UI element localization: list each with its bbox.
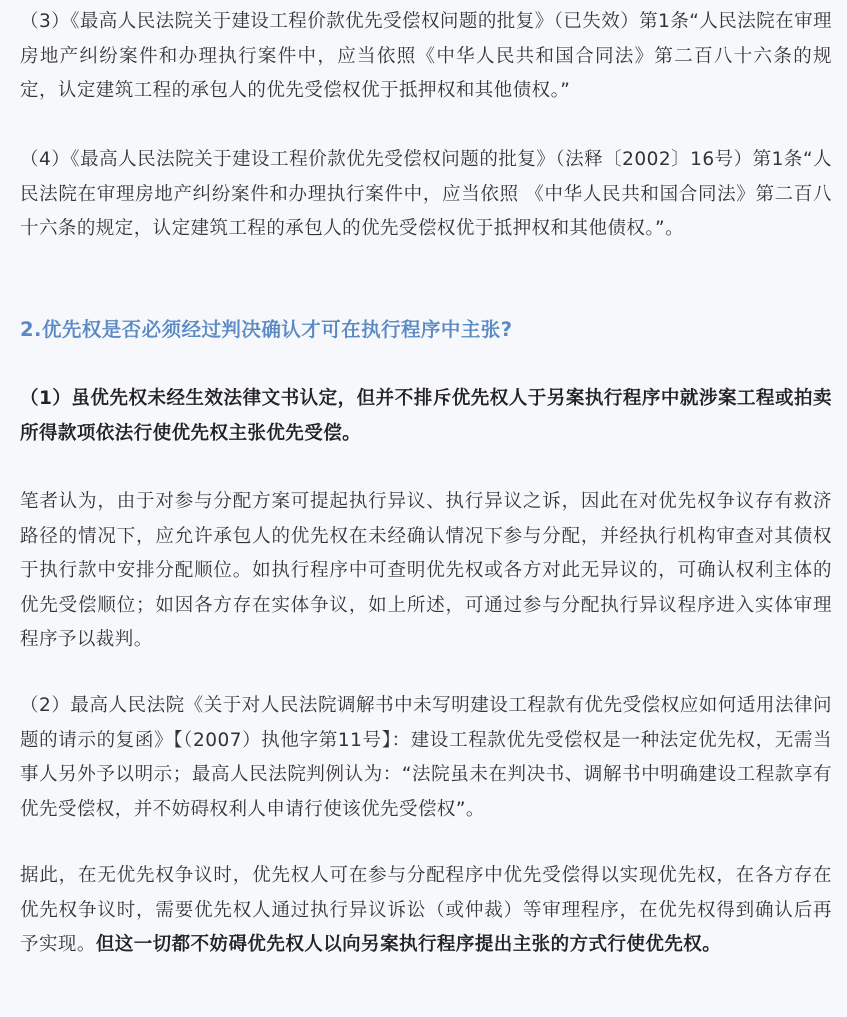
paragraph-author-opinion: 笔者认为，由于对参与分配方案可提起执行异议、执行异议之诉，因此在对优先权争议存有救济路径的情况下，应允许承包人的优先权在未经确认情况下参与分配，并经执行机构审查对其债权于执行款中安排分配顺位。如执行程序中可查明优先权或各方对此无异议的，可确认权利主体的优先受偿顺位；如因各方存在实体争议，如上所述，可通过参与分配执行异议程序进入实体审理程序予以裁判。 bbox=[20, 491, 832, 650]
conclusion-bold-text: 但这一切都不妨碍优先权人以向另案执行程序提出主张的方式行使优先权。 bbox=[95, 934, 722, 955]
section-heading: 2.优先权是否必须经过判决确认才可在执行程序中主张? bbox=[20, 318, 513, 341]
conclusion-text: 据此，在无优先权争议时，优先权人可在参与分配程序中优先受偿得以实现优先权，在各方存在优先权争议时，需要优先权人通过执行异议诉讼（或仲裁）等审理程序，在优先权得到确认后再予实现。 bbox=[20, 865, 832, 955]
paragraph-point-2: （2）最高人民法院《关于对人民法院调解书中未写明建设工程款有优先受偿权应如何适用法律问题的请示的复函》【（2007）执他字第11号】：建设工程款优先受偿权是一种法定优先权，无需当事人另外予以明示；最高人民法院判例认为：“法院虽未在判决书、调解书中明确建设工程款享有优先受偿权，并不妨碍权利人申请行使该优先受偿权”。 bbox=[20, 695, 832, 820]
paragraph-reply-3: （3）《最高人民法院关于建设工程价款优先受偿权问题的批复》（已失效）第1条“人民法院在审理房地产纠纷案件和办理执行案件中，应当依照《中华人民共和国合同法》第二百八十六条的规定，认定建筑工程的承包人的优先受偿权优于抵押权和其他债权。” bbox=[20, 11, 832, 101]
paragraph-conclusion bbox=[20, 859, 832, 963]
paragraph-bold-point-1: （1）虽优先权未经生效法律文书认定，但并不排斥优先权人于另案执行程序中就涉案工程或拍卖所得款项依法行使优先权主张优先受偿。 bbox=[20, 388, 832, 444]
paragraph-reply-4: （4）《最高人民法院关于建设工程价款优先受偿权问题的批复》（法释〔2002〕16号）第1条“人民法院在审理房地产纠纷案件和办理执行案件中，应当依照 《中华人民共和国合同法》第二百八十六条的规定，认定建筑工程的承包人的优先受偿权优于抵押权和其他债权。”。 bbox=[20, 149, 832, 239]
